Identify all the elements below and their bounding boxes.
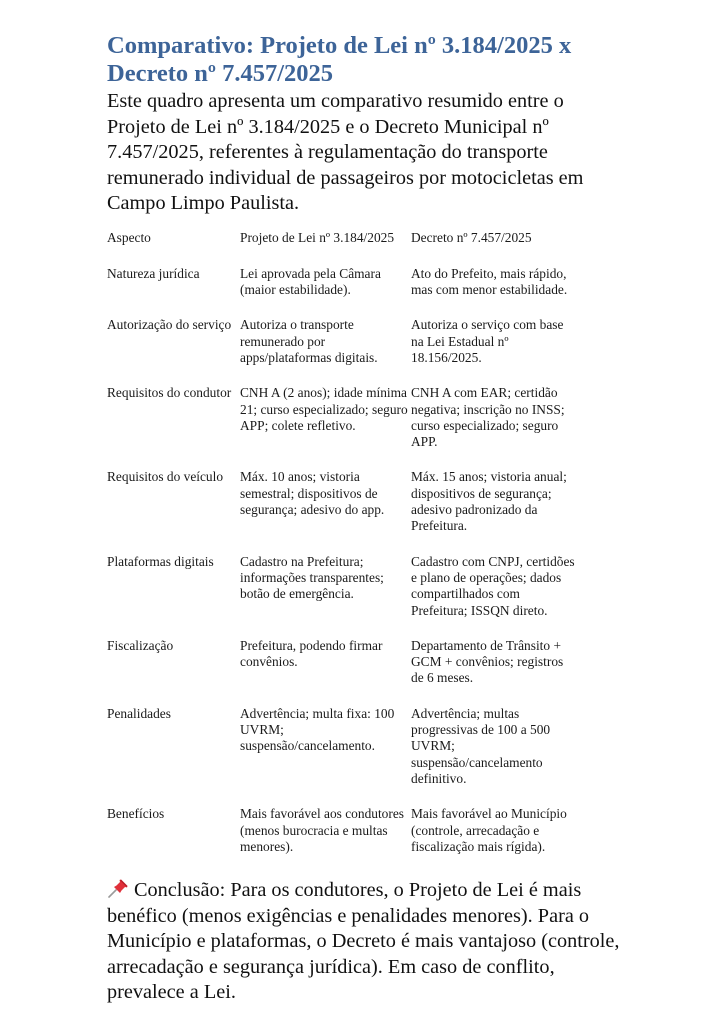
cell-aspecto: Requisitos do condutor xyxy=(107,385,232,401)
table-header-row xyxy=(107,230,577,266)
cell-projeto: Prefeitura, podendo firmar convênios. xyxy=(240,637,383,670)
cell-aspecto: Requisitos do veículo xyxy=(107,469,224,485)
table-row xyxy=(107,554,577,638)
header-decreto: Decreto nº 7.457/2025 xyxy=(411,229,532,245)
intro-paragraph: Este quadro apresenta um comparativo resumido entre o Projeto de Lei nº 3.184/2025 e o Decreto Municipal nº 7.457/2025, referentes à regulamentação do transporte remunerado individual de passageiros por motocicletas em Campo Limpo Paulista. xyxy=(107,90,584,214)
header-aspecto: Aspecto xyxy=(107,229,151,245)
table-row xyxy=(107,806,577,874)
cell-aspecto: Benefícios xyxy=(107,806,165,822)
cell-decreto: Cadastro com CNPJ, certidões e plano de operações; dados compartilhados com Prefeitura; ISSQN direto. xyxy=(411,553,575,618)
cell-aspecto: Fiscalização xyxy=(107,637,174,653)
document-page xyxy=(107,32,627,1006)
cell-projeto: Mais favorável aos condutores (menos burocracia e multas menores). xyxy=(240,806,404,854)
cell-projeto: Advertência; multa fixa: 100 UVRM; suspensão/cancelamento. xyxy=(240,705,395,754)
conclusion-text: Conclusão: Para os condutores, o Projeto de Lei é mais benéfico (menos exigências e penalidades menores). Para o Município e plataformas, o Decreto é mais vantajoso (controle, arrecadação e segurança jurídica). Em caso de conflito, prevalece a Lei. xyxy=(107,879,620,1004)
cell-decreto: Mais favorável ao Município (controle, arrecadação e fiscalização mais rígida). xyxy=(411,806,567,854)
table-row xyxy=(107,638,577,706)
cell-projeto: Autoriza o transporte remunerado por apps/plataformas digitais. xyxy=(240,317,378,365)
cell-decreto: Advertência; multas progressivas de 100 a 500 UVRM; suspensão/cancelamento definitivo. xyxy=(411,705,551,786)
pushpin-icon xyxy=(107,878,129,898)
cell-decreto: Departamento de Trânsito + GCM + convênios; registros de 6 meses. xyxy=(411,637,564,686)
table-row xyxy=(107,385,577,469)
cell-projeto: Lei aprovada pela Câmara (maior estabilidade). xyxy=(240,265,381,298)
table-row xyxy=(107,706,577,806)
cell-decreto: Autoriza o serviço com base na Lei Estadual nº 18.156/2025. xyxy=(411,317,564,365)
document-title: Comparativo: Projeto de Lei nº 3.184/2025 x Decreto nº 7.457/2025 xyxy=(107,32,572,87)
cell-decreto: Ato do Prefeito, mais rápido, mas com menor estabilidade. xyxy=(411,265,568,298)
table-row xyxy=(107,266,577,318)
cell-decreto: Máx. 15 anos; vistoria anual; dispositivos de segurança; adesivo padronizado da Prefeitura. xyxy=(411,469,567,534)
header-projeto: Projeto de Lei nº 3.184/2025 xyxy=(240,229,395,245)
cell-aspecto: Plataformas digitais xyxy=(107,553,214,569)
cell-aspecto: Autorização do serviço xyxy=(107,317,232,333)
table-row xyxy=(107,469,577,553)
conclusion-paragraph xyxy=(107,878,627,1006)
cell-decreto: CNH A com EAR; certidão negativa; inscrição no INSS; curso especializado; seguro APP. xyxy=(411,385,565,450)
cell-aspecto: Natureza jurídica xyxy=(107,265,200,281)
cell-projeto: CNH A (2 anos); idade mínima 21; curso especializado; seguro APP; colete refletivo. xyxy=(240,385,408,433)
comparison-table xyxy=(107,230,577,875)
cell-aspecto: Penalidades xyxy=(107,705,171,721)
cell-projeto: Máx. 10 anos; vistoria semestral; dispositivos de segurança; adesivo do app. xyxy=(240,469,385,518)
table-row xyxy=(107,317,577,385)
cell-projeto: Cadastro na Prefeitura; informações transparentes; botão de emergência. xyxy=(240,553,384,602)
